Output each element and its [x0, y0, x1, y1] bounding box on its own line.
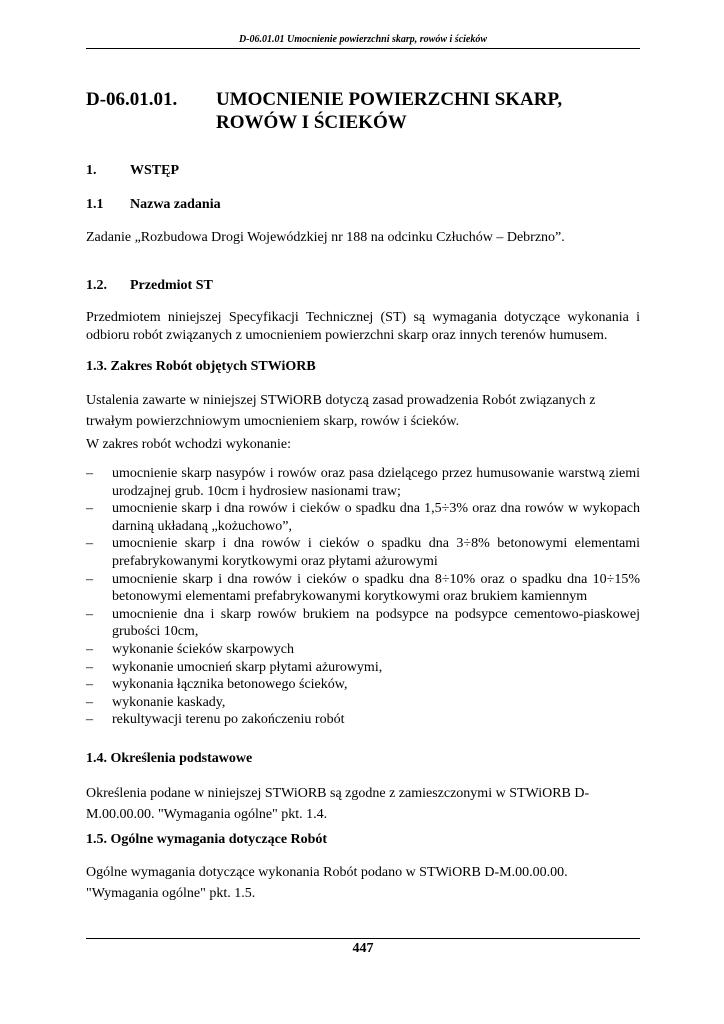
list-item: [86, 659, 640, 677]
list-item: [86, 465, 640, 500]
dash-bullet: –: [86, 677, 93, 693]
section-1-5-heading: 1.5. Ogólne wymagania dotyczące Robót: [86, 832, 328, 847]
document-code: D-06.01.01.: [86, 89, 178, 110]
dash-bullet: –: [86, 659, 93, 675]
section-1-3-body: Ustalenia zawarte w niniejszej STWiORB dotyczą zasad prowadzenia Robót związanych z trwałym powierzchniowym umocnieniem skarp, rowów i ścieków.: [86, 393, 596, 429]
section-number: 1.2.: [86, 278, 107, 293]
dash-bullet: –: [86, 641, 93, 657]
section-1-5-body: Ogólne wymagania dotyczące wykonania Robót podano w STWiORB D-M.00.00.00. "Wymagania ogólne" pkt. 1.5.: [86, 865, 568, 901]
footer-divider: [86, 938, 640, 939]
section-number: 1.: [86, 163, 97, 178]
section-label: WSTĘP: [130, 163, 180, 178]
list-item-text: umocnienie skarp i dna rowów i cieków o spadku dna 8÷10% oraz o spadku dna 10÷15% betonowymi elementami prefabrykowanymi korytkowymi oraz brukiem kamiennym: [112, 571, 640, 605]
section-1-4-body: Określenia podane w niniejszej STWiORB są zgodne z zamieszczonymi w STWiORB D-M.00.00.00. "Wymagania ogólne" pkt. 1.4.: [86, 786, 590, 822]
section-1-3-heading: 1.3. Zakres Robót objętych STWiORB: [86, 359, 316, 374]
dash-bullet: –: [86, 501, 93, 517]
section-1-3-intro: W zakres robót wchodzi wykonanie:: [86, 437, 292, 452]
dash-bullet: –: [86, 536, 93, 552]
list-item-text: wykonanie umocnień skarp płytami ażurowymi,: [112, 659, 383, 675]
list-item: [86, 571, 640, 606]
page-number: 447: [352, 941, 374, 956]
running-header: D-06.01.01 Umocnienie powierzchni skarp, rowów i ścieków: [238, 34, 488, 45]
list-item-text: umocnienie skarp i dna rowów i cieków o spadku dna 1,5÷3% oraz dna rowów w wykopach darniną układaną „kożuchowo”,: [112, 501, 640, 534]
list-item-text: umocnienie skarp i dna rowów i cieków o spadku dna 3÷8% betonowymi elementami prefabrykowanymi korytkowymi oraz płytami ażurowymi: [112, 536, 640, 569]
list-item: [86, 606, 640, 641]
section-1-4-heading: 1.4. Określenia podstawowe: [86, 751, 253, 766]
header-divider: [86, 48, 640, 49]
list-item-text: umocnienie skarp nasypów i rowów oraz pasa dzielącego przez humusowanie warstwą ziemi urodzajnej grub. 10cm i hydrosiew nasionami traw;: [112, 466, 640, 499]
scope-list: [86, 465, 640, 729]
dash-bullet: –: [86, 571, 93, 587]
section-1-1-body: Zadanie „Rozbudowa Drogi Wojewódzkiej nr 188 na odcinku Człuchów – Debrzno”.: [86, 230, 565, 245]
section-number: 1.1: [86, 197, 104, 212]
list-item-text: umocnienie dna i skarp rowów brukiem na podsypce na podsypce cementowo-piaskowej grubości 10cm,: [112, 606, 640, 640]
list-item-text: wykonanie ścieków skarpowych: [112, 641, 294, 657]
list-item: [86, 500, 640, 535]
section-1-2-body: Przedmiotem niniejszej Specyfikacji Technicznej (ST) są wymagania dotyczące wykonania i odbioru robót związanych z umocnieniem powierzchni skarp oraz innych terenów humusem.: [86, 310, 640, 343]
section-label: Przedmiot ST: [130, 278, 213, 293]
document-title-text: UMOCNIENIE POWIERZCHNI SKARP, ROWÓW I ŚCIEKÓW: [216, 89, 563, 133]
dash-bullet: –: [86, 694, 93, 710]
list-item-text: wykonania łącznika betonowego ścieków,: [112, 677, 348, 693]
list-item: [86, 676, 640, 694]
list-item: [86, 641, 640, 659]
list-item-text: rekultywacji terenu po zakończeniu robót: [112, 712, 345, 728]
list-item: [86, 694, 640, 712]
section-label: Nazwa zadania: [130, 197, 221, 212]
dash-bullet: –: [86, 712, 93, 728]
list-item: [86, 535, 640, 570]
dash-bullet: –: [86, 466, 93, 481]
list-item-text: wykonanie kaskady,: [112, 694, 226, 710]
list-item: [86, 711, 640, 729]
dash-bullet: –: [86, 606, 93, 622]
